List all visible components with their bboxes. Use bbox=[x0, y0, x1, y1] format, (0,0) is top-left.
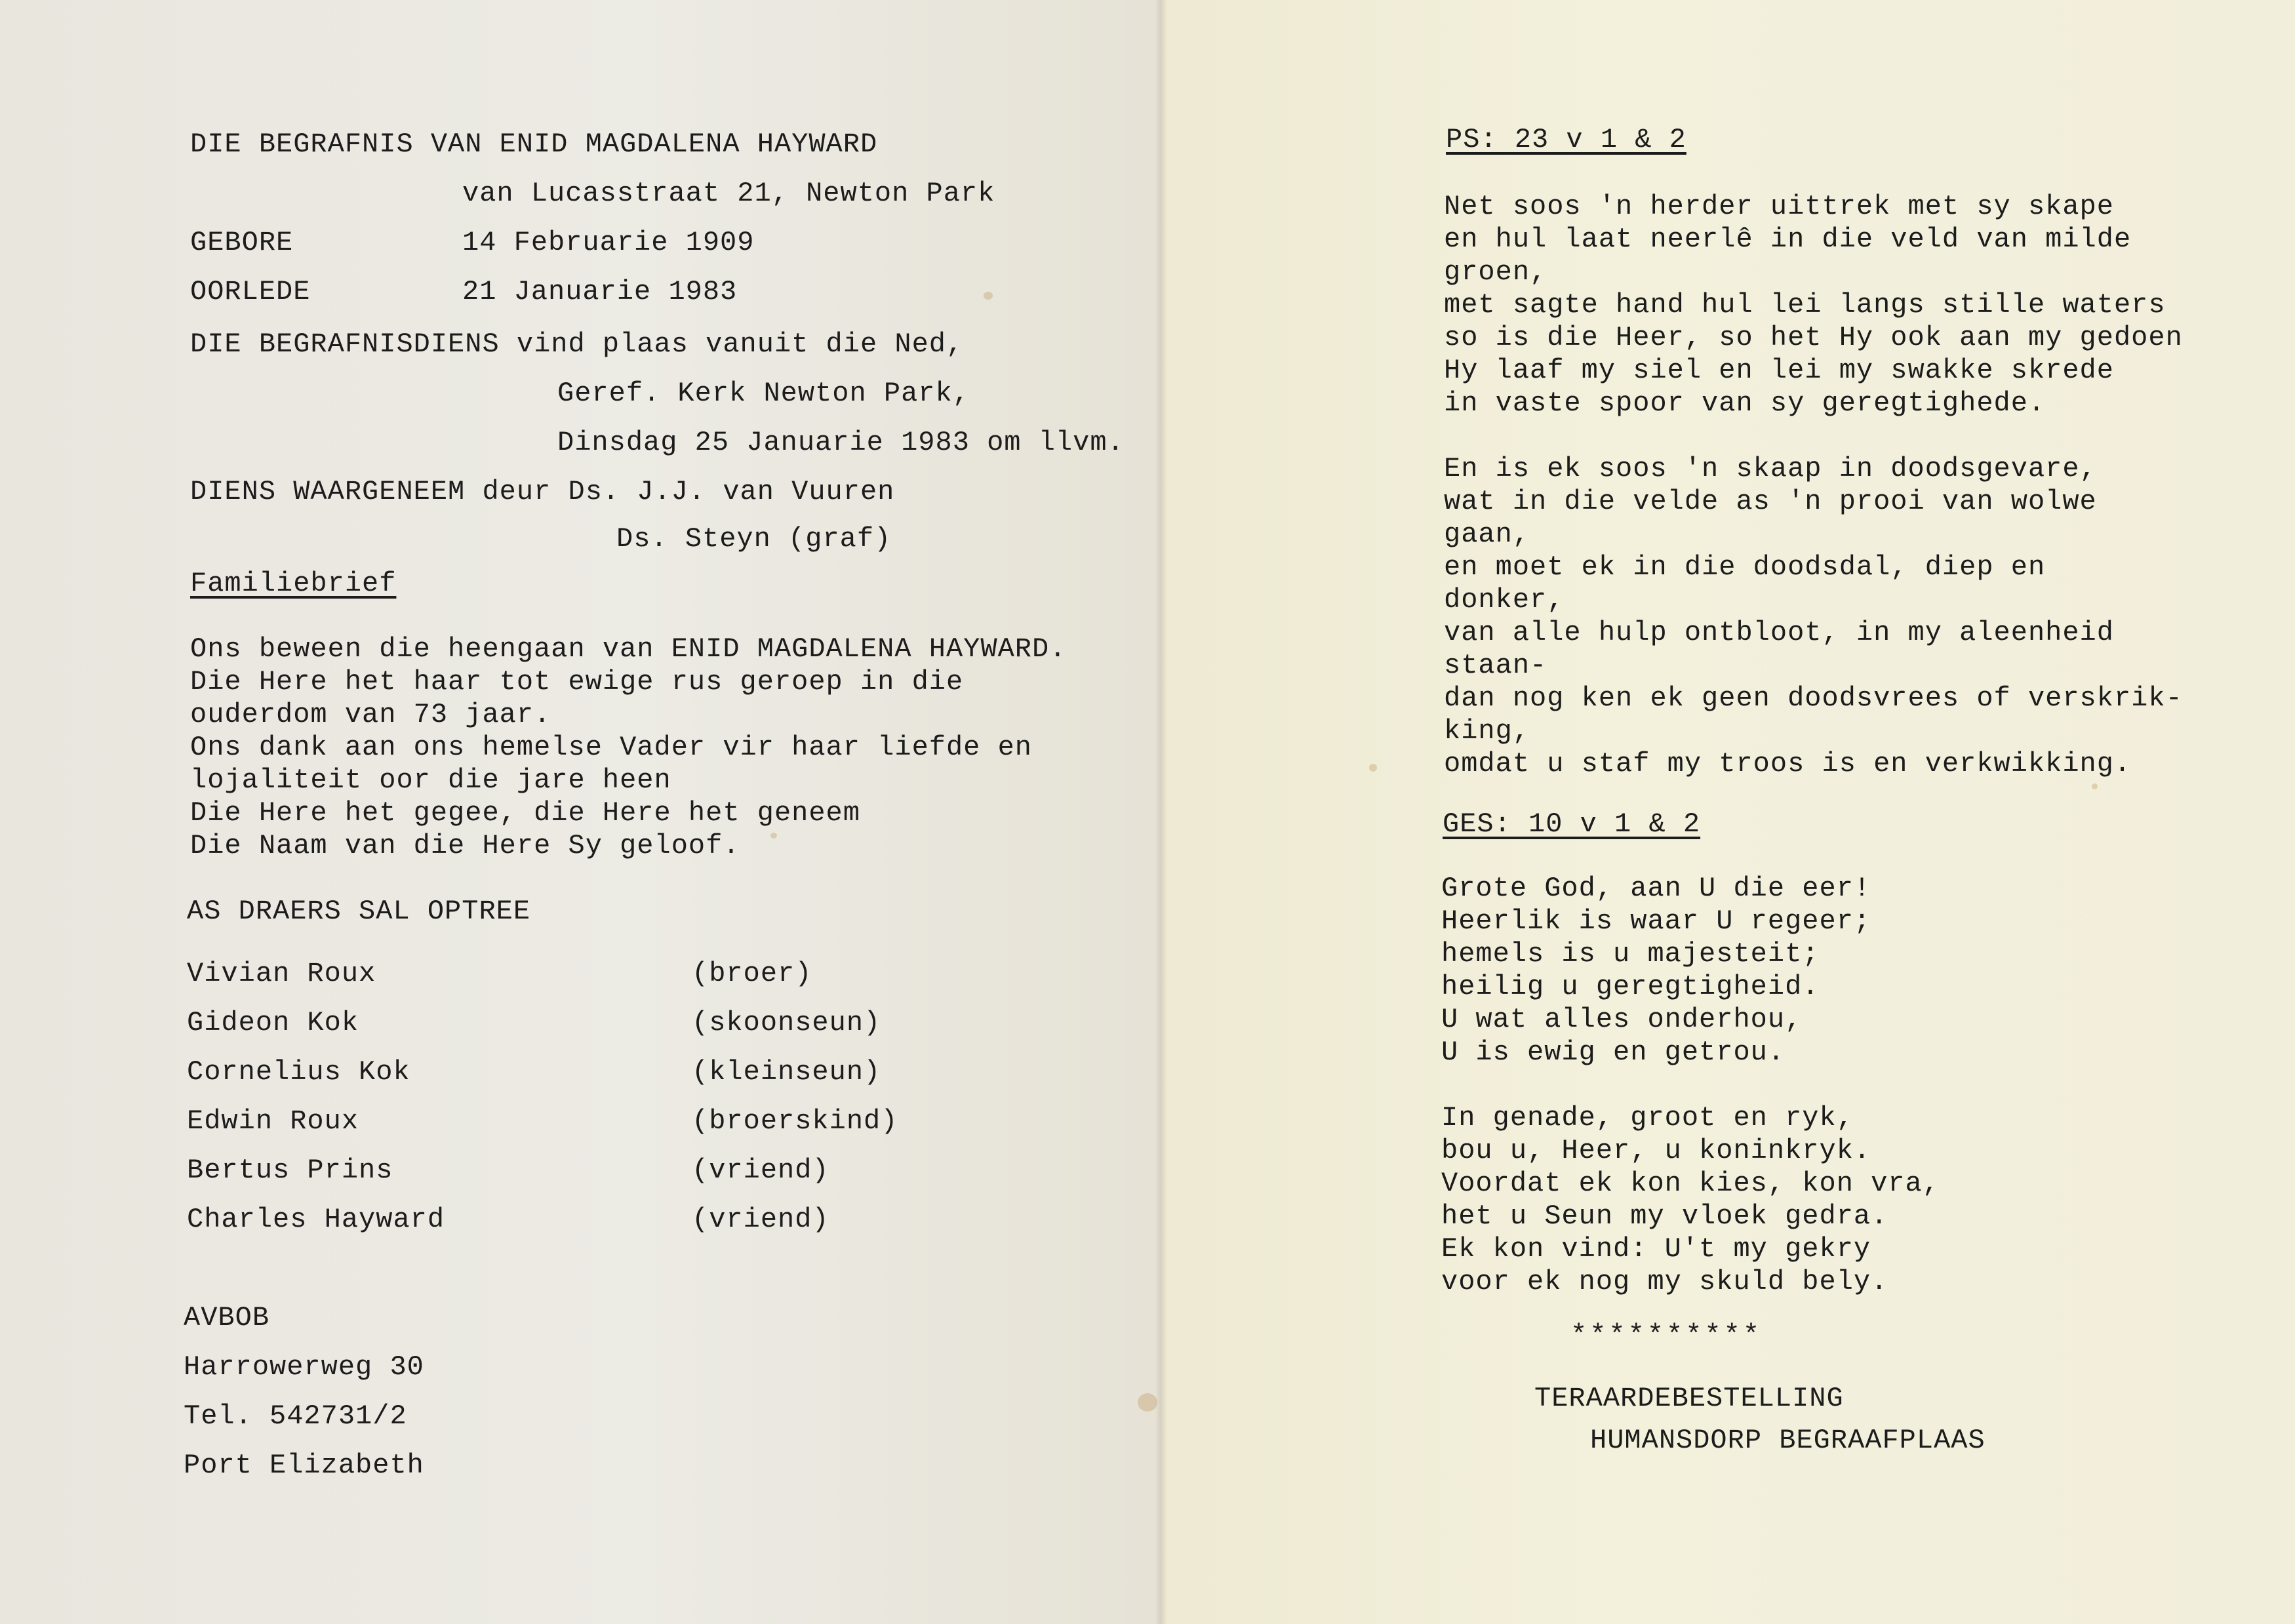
paper-stain bbox=[1369, 764, 1377, 772]
born-label: GEBORE bbox=[190, 227, 294, 258]
bearer-relation: (broer) bbox=[692, 958, 812, 989]
hymn-text bbox=[1441, 872, 1940, 1298]
hymn-line: bou u, Heer, u koninkryk. bbox=[1441, 1135, 1871, 1166]
hymn-line: Grote God, aan U die eer! bbox=[1441, 873, 1871, 904]
family-letter-title: Familiebrief bbox=[190, 568, 397, 599]
bearer-relation: (vriend) bbox=[692, 1155, 829, 1186]
psalm-line bbox=[1444, 420, 2183, 452]
psalm-line: van alle hulp ontbloot, in my aleenheid bbox=[1444, 617, 2114, 648]
bearers-list bbox=[187, 957, 974, 1252]
family-letter-line: lojaliteit oor die jare heen bbox=[190, 764, 671, 796]
bearer-row bbox=[187, 1006, 974, 1056]
stars-separator: ********** bbox=[1570, 1320, 1763, 1351]
bearer-name: Cornelius Kok bbox=[187, 1056, 410, 1088]
psalm-line: Hy laaf my siel en lei my swakke skrede bbox=[1444, 355, 2114, 386]
psalm-line: en hul laat neerlê in die veld van milde bbox=[1444, 224, 2132, 255]
bearer-name: Charles Hayward bbox=[187, 1204, 445, 1235]
hymn-line: voor ek nog my skuld bely. bbox=[1441, 1266, 1888, 1297]
undertaker-phone: Tel. 542731/2 bbox=[184, 1400, 407, 1432]
undertaker-block bbox=[184, 1301, 424, 1498]
bearers-title: AS DRAERS SAL OPTREE bbox=[187, 896, 531, 927]
bearer-row bbox=[187, 957, 974, 1006]
service-line-2: Geref. Kerk Newton Park, bbox=[557, 378, 970, 409]
service-line-3: Dinsdag 25 Januarie 1983 om llvm. bbox=[557, 427, 1125, 458]
center-fold bbox=[1155, 0, 1167, 1624]
psalm-text bbox=[1444, 190, 2183, 780]
psalm-line: king, bbox=[1444, 715, 1530, 747]
family-letter-line: Die Here het haar tot ewige rus geroep in die bbox=[190, 666, 964, 698]
bearer-name: Vivian Roux bbox=[187, 958, 376, 989]
paper-stain bbox=[2092, 783, 2098, 789]
family-letter-line: Ons dank aan ons hemelse Vader vir haar liefde en bbox=[190, 732, 1033, 763]
residence-address: van Lucasstraat 21, Newton Park bbox=[462, 178, 995, 209]
psalm-line: so is die Heer, so het Hy ook aan my gedoen bbox=[1444, 322, 2183, 353]
psalm-line: gaan, bbox=[1444, 519, 1530, 550]
bearer-name: Edwin Roux bbox=[187, 1105, 359, 1137]
paper-stain bbox=[1138, 1393, 1157, 1412]
bearer-name: Gideon Kok bbox=[187, 1007, 359, 1039]
bearer-relation: (vriend) bbox=[692, 1204, 829, 1235]
psalm-line: staan- bbox=[1444, 650, 1547, 681]
bearer-row bbox=[187, 1105, 974, 1154]
psalm-line: in vaste spoor van sy geregtighede. bbox=[1444, 387, 2046, 419]
psalm-title: PS: 23 v 1 & 2 bbox=[1446, 124, 1686, 155]
psalm-line: Net soos 'n herder uittrek met sy skape bbox=[1444, 191, 2114, 222]
hymn-line: U is ewig en getrou. bbox=[1441, 1037, 1786, 1068]
hymn-line bbox=[1441, 1069, 1940, 1101]
psalm-line: dan nog ken ek geen doodsvrees of verskrik- bbox=[1444, 683, 2183, 714]
hymn-line: In genade, groot en ryk, bbox=[1441, 1102, 1854, 1134]
family-letter-line: Die Naam van die Here Sy geloof. bbox=[190, 830, 740, 862]
hymn-title: GES: 10 v 1 & 2 bbox=[1443, 808, 1701, 840]
died-date: 21 Januarie 1983 bbox=[462, 276, 738, 307]
paper-stain bbox=[770, 833, 777, 839]
psalm-line: en moet ek in die doodsdal, diep en bbox=[1444, 551, 2046, 583]
psalm-line: met sagte hand hul lei langs stille waters bbox=[1444, 289, 2166, 321]
undertaker-street: Harrowerweg 30 bbox=[184, 1351, 424, 1383]
bearer-name: Bertus Prins bbox=[187, 1155, 393, 1186]
undertaker-name: AVBOB bbox=[184, 1302, 270, 1334]
family-letter-line: Ons beween die heengaan van ENID MAGDALENA HAYWARD. bbox=[190, 633, 1067, 665]
born-date: 14 Februarie 1909 bbox=[462, 227, 755, 258]
bearer-relation: (kleinseun) bbox=[692, 1056, 881, 1088]
funeral-heading: DIE BEGRAFNIS VAN ENID MAGDALENA HAYWARD bbox=[190, 129, 878, 160]
hymn-line: Ek kon vind: U't my gekry bbox=[1441, 1233, 1871, 1265]
bearer-row bbox=[187, 1056, 974, 1105]
bearer-relation: (broerskind) bbox=[692, 1105, 898, 1137]
psalm-line: En is ek soos 'n skaap in doodsgevare, bbox=[1444, 453, 2097, 485]
service-line-1: DIE BEGRAFNISDIENS vind plaas vanuit die Ned, bbox=[190, 328, 964, 360]
family-letter-line: ouderdom van 73 jaar. bbox=[190, 699, 551, 730]
psalm-line: groen, bbox=[1444, 256, 1547, 288]
bearer-row bbox=[187, 1203, 974, 1252]
paper-stain bbox=[984, 292, 993, 300]
burial-place: HUMANSDORP BEGRAAFPLAAS bbox=[1590, 1425, 1986, 1456]
officiant-line-1: DIENS WAARGENEEM deur Ds. J.J. van Vuuren bbox=[190, 476, 895, 507]
hymn-line: Voordat ek kon kies, kon vra, bbox=[1441, 1168, 1940, 1199]
bearer-row bbox=[187, 1154, 974, 1203]
hymn-line: heilig u geregtigheid. bbox=[1441, 971, 1820, 1002]
hymn-line: U wat alles onderhou, bbox=[1441, 1004, 1803, 1035]
hymn-line: het u Seun my vloek gedra. bbox=[1441, 1200, 1888, 1232]
burial-label: TERAARDEBESTELLING bbox=[1534, 1383, 1844, 1414]
hymn-line: Heerlik is waar U regeer; bbox=[1441, 905, 1871, 937]
family-letter-line: Die Here het gegee, die Here het geneem bbox=[190, 797, 860, 829]
officiant-line-2: Ds. Steyn (graf) bbox=[616, 523, 892, 555]
hymn-line: hemels is u majesteit; bbox=[1441, 938, 1820, 970]
bearer-relation: (skoonseun) bbox=[692, 1007, 881, 1039]
psalm-line: donker, bbox=[1444, 584, 1565, 616]
died-label: OORLEDE bbox=[190, 276, 311, 307]
family-letter bbox=[190, 633, 1066, 862]
psalm-line: wat in die velde as 'n prooi van wolwe bbox=[1444, 486, 2097, 517]
undertaker-city: Port Elizabeth bbox=[184, 1450, 424, 1481]
right-page bbox=[1161, 0, 2295, 1624]
psalm-line: omdat u staf my troos is en verkwikking. bbox=[1444, 748, 2132, 780]
